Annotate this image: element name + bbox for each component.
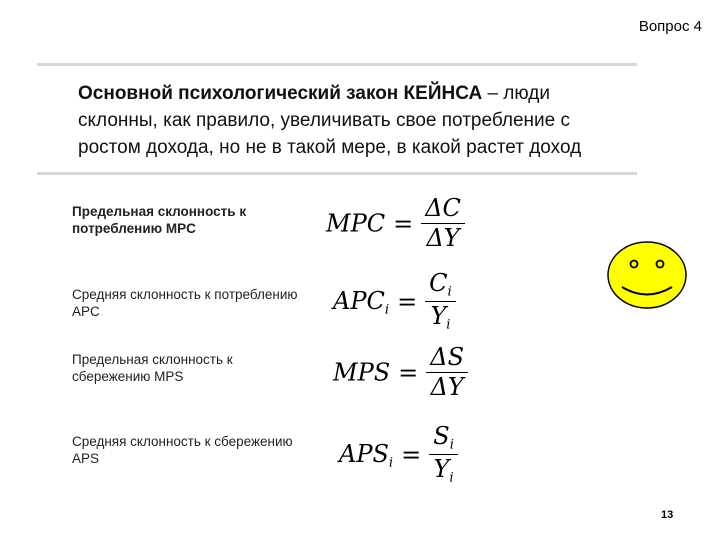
smiley-face-circle <box>608 242 686 308</box>
apc-formula <box>333 271 456 333</box>
aps-fraction <box>429 424 458 486</box>
aps-denominator-text: Y <box>433 455 450 484</box>
apc-denominator <box>426 304 454 332</box>
keynes-law-text <box>78 80 628 161</box>
aps-label: Средняя склонность к сбережению APS <box>72 434 293 466</box>
apc-denominator-subscript: i <box>446 318 451 334</box>
equals-sign: = <box>393 209 414 238</box>
mps-denominator: ΔY <box>430 373 464 402</box>
apc-fraction <box>425 271 456 333</box>
equals-sign: = <box>401 440 422 469</box>
mps-symbol: MPS <box>333 358 391 387</box>
smiley-face-icon <box>606 240 688 310</box>
aps-denominator <box>430 457 458 485</box>
equals-sign: = <box>397 287 418 316</box>
aps-symbol <box>339 439 394 471</box>
apc-subscript: i <box>384 302 390 318</box>
mpc-fraction <box>421 196 465 251</box>
bottom-divider <box>37 172 637 175</box>
keynes-law-title: Основной психологический закон КЕЙНСА <box>78 83 483 104</box>
apc-numerator <box>425 271 456 299</box>
aps-numerator-text: S <box>433 422 450 450</box>
mps-label: Предельная склонность к сбережению MPS <box>72 352 233 384</box>
mpc-label: Предельная склонность к потреблению MPC <box>72 204 247 236</box>
aps-denominator-subscript: i <box>449 471 454 487</box>
mps-formula <box>333 345 468 400</box>
aps-numerator <box>429 424 458 452</box>
mpc-numerator: ΔC <box>425 194 461 222</box>
equals-sign: = <box>398 358 419 387</box>
apc-numerator-text: C <box>429 269 448 297</box>
apc-denominator-text: Y <box>430 302 447 331</box>
aps-formula <box>339 424 458 486</box>
question-label: Вопрос 4 <box>638 18 702 35</box>
aps-subscript: i <box>388 455 394 471</box>
apc-numerator-subscript: i <box>447 284 452 300</box>
mpc-symbol: MPC <box>326 209 386 238</box>
mps-numerator: ΔS <box>430 343 465 371</box>
top-divider <box>37 63 637 66</box>
apc-label: Средняя склонность к потреблению APC <box>72 287 298 319</box>
aps-symbol-text: APS <box>339 439 389 468</box>
apc-symbol-text: APC <box>333 286 385 315</box>
mpc-denominator: ΔY <box>426 224 460 253</box>
page-number: 13 <box>661 509 674 521</box>
keynes-law-body: – люди склонны, как правило, увеличивать свое потребление с ростом дохода, но не в такой мере, в какой растет доход <box>78 83 582 158</box>
apc-symbol <box>333 286 390 318</box>
aps-numerator-subscript: i <box>449 437 454 453</box>
mpc-formula <box>326 196 465 251</box>
mps-fraction <box>426 345 468 400</box>
